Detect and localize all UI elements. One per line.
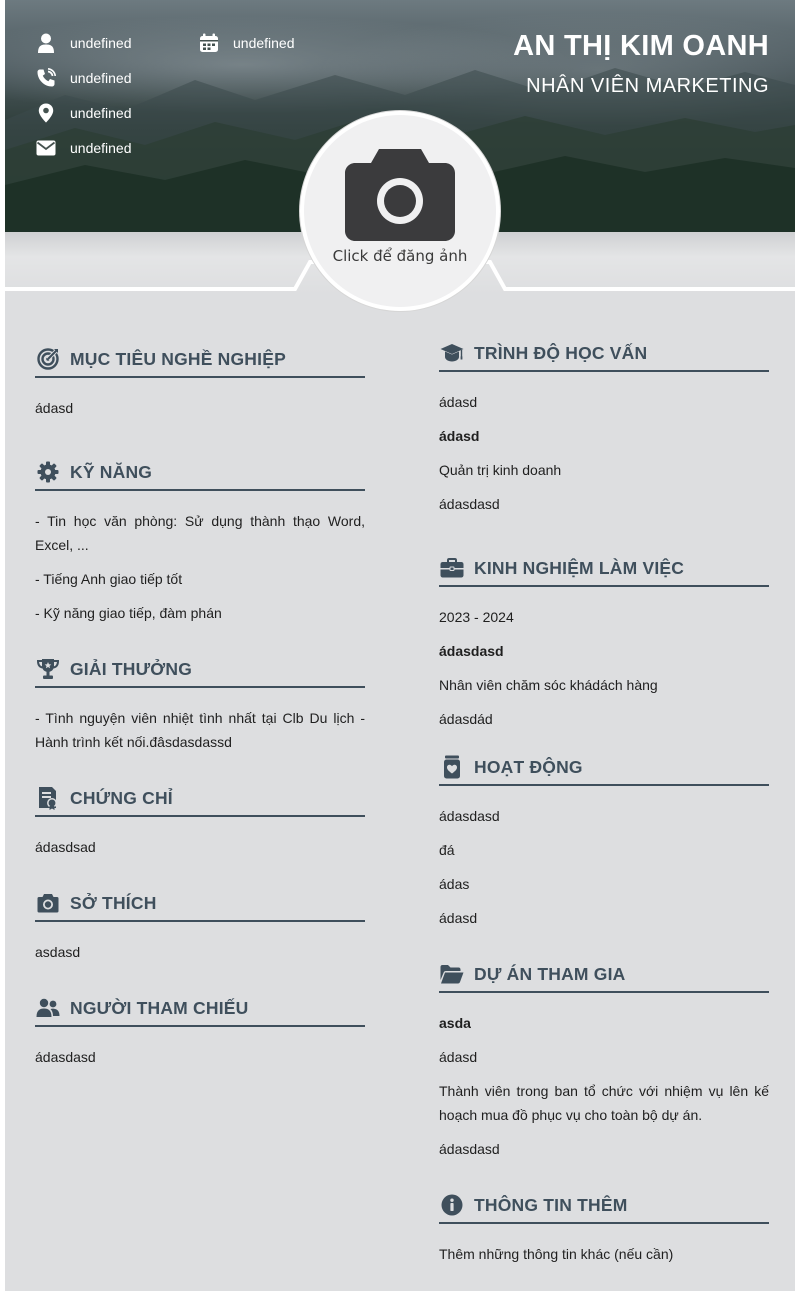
avatar-upload[interactable] <box>304 115 496 307</box>
section-awards <box>35 652 365 754</box>
section-text[interactable]: Quản trị kinh doanh <box>439 462 562 478</box>
map-pin-icon <box>35 102 57 124</box>
section-title: THÔNG TIN THÊM <box>474 1194 628 1215</box>
contact-birthday[interactable] <box>198 32 295 54</box>
contact-email[interactable] <box>35 137 132 159</box>
contact-email-value: undefined <box>70 140 132 156</box>
avatar-upload-caption: Click để đăng ảnh <box>332 247 468 265</box>
section-text[interactable]: ádasdasd <box>35 1049 96 1065</box>
folder-open-icon <box>439 961 465 987</box>
phone-icon <box>35 67 57 89</box>
certificate-icon <box>35 785 61 811</box>
right-column <box>439 336 769 1276</box>
camera-icon <box>35 890 61 916</box>
section-text[interactable]: ádasdád <box>439 711 493 727</box>
section-references <box>35 991 365 1069</box>
section-text[interactable]: Thành viên trong ban tổ chức với nhiệm vụ lên kế hoạch mua đồ phục vụ cho toàn bộ dự án. <box>439 1083 769 1123</box>
section-text[interactable]: asda <box>439 1015 471 1031</box>
section-text[interactable]: ádasdsad <box>35 839 96 855</box>
section-activities <box>439 750 769 930</box>
section-title: KINH NGHIỆM LÀM VIỆC <box>474 557 685 578</box>
section-text[interactable]: - Tình nguyện viên nhiệt tình nhất tại Clb Du lịch - Hành trình kết nối.đâsdasdassd <box>35 710 365 750</box>
section-text[interactable]: ádasd <box>439 394 478 410</box>
info-icon <box>439 1192 465 1218</box>
section-text[interactable]: ádasdasd <box>439 496 500 512</box>
graduation-cap-icon <box>439 340 465 366</box>
section-text[interactable]: Thêm những thông tin khác (nếu cần) <box>439 1246 674 1262</box>
section-more-info <box>439 1188 769 1266</box>
target-icon <box>35 346 61 372</box>
section-text[interactable]: 2023 - 2024 <box>439 609 514 625</box>
section-title: DỰ ÁN THAM GIA <box>474 963 626 984</box>
section-experience <box>439 551 769 731</box>
section-title: SỞ THÍCH <box>70 892 157 913</box>
section-text[interactable]: ádasd <box>439 428 480 444</box>
section-projects <box>439 957 769 1161</box>
contact-person-value: undefined <box>70 35 132 51</box>
section-text[interactable]: ádasdasd <box>439 1141 500 1157</box>
candidate-name: AN THỊ KIM OANH <box>513 30 769 62</box>
person-icon <box>35 32 57 54</box>
section-education <box>439 336 769 516</box>
section-text[interactable]: - Tin học văn phòng: Sử dụng thành thạo Word, Excel, ... <box>35 513 365 553</box>
section-skills <box>35 455 365 625</box>
section-title: HOẠT ĐỘNG <box>474 756 583 777</box>
gear-icon <box>35 459 61 485</box>
section-title: GIẢI THƯỞNG <box>70 658 193 679</box>
calendar-icon <box>198 32 220 54</box>
camera-icon <box>345 145 455 241</box>
section-text[interactable]: ádasdasd <box>439 808 500 824</box>
section-text[interactable]: ádasd <box>35 400 74 416</box>
section-text[interactable]: Nhân viên chăm sóc khádách hàng <box>439 677 658 693</box>
section-text[interactable]: - Kỹ năng giao tiếp, đàm phán <box>35 605 222 621</box>
section-text[interactable]: ádasd <box>439 910 478 926</box>
left-column <box>35 342 365 1079</box>
contact-phone-value: undefined <box>70 70 132 86</box>
section-title: TRÌNH ĐỘ HỌC VẤN <box>474 342 648 363</box>
section-text[interactable]: ádasd <box>439 1049 478 1065</box>
contact-phone[interactable] <box>35 67 132 89</box>
section-title: CHỨNG CHỈ <box>70 787 173 808</box>
contact-person[interactable] <box>35 32 132 54</box>
section-title: MỤC TIÊU NGHỀ NGHIỆP <box>70 348 286 369</box>
contact-birthday-value: undefined <box>233 35 295 51</box>
section-title: KỸ NĂNG <box>70 461 153 482</box>
section-hobbies <box>35 886 365 964</box>
users-icon <box>35 995 61 1021</box>
section-text[interactable]: ádas <box>439 876 470 892</box>
jar-heart-icon <box>439 754 465 780</box>
section-text[interactable]: asdasd <box>35 944 81 960</box>
contact-address-value: undefined <box>70 105 132 121</box>
contact-address[interactable] <box>35 102 132 124</box>
section-text[interactable]: ádasdasd <box>439 643 504 659</box>
envelope-icon <box>35 137 57 159</box>
section-text[interactable]: đá <box>439 842 455 858</box>
candidate-role: NHÂN VIÊN MARKETING <box>526 75 769 97</box>
section-text[interactable]: - Tiếng Anh giao tiếp tốt <box>35 571 183 587</box>
cv-page <box>5 0 795 1291</box>
briefcase-icon <box>439 555 465 581</box>
section-objective <box>35 342 365 420</box>
section-title: NGƯỜI THAM CHIẾU <box>70 997 249 1018</box>
section-certificates <box>35 781 365 859</box>
trophy-icon <box>35 656 61 682</box>
